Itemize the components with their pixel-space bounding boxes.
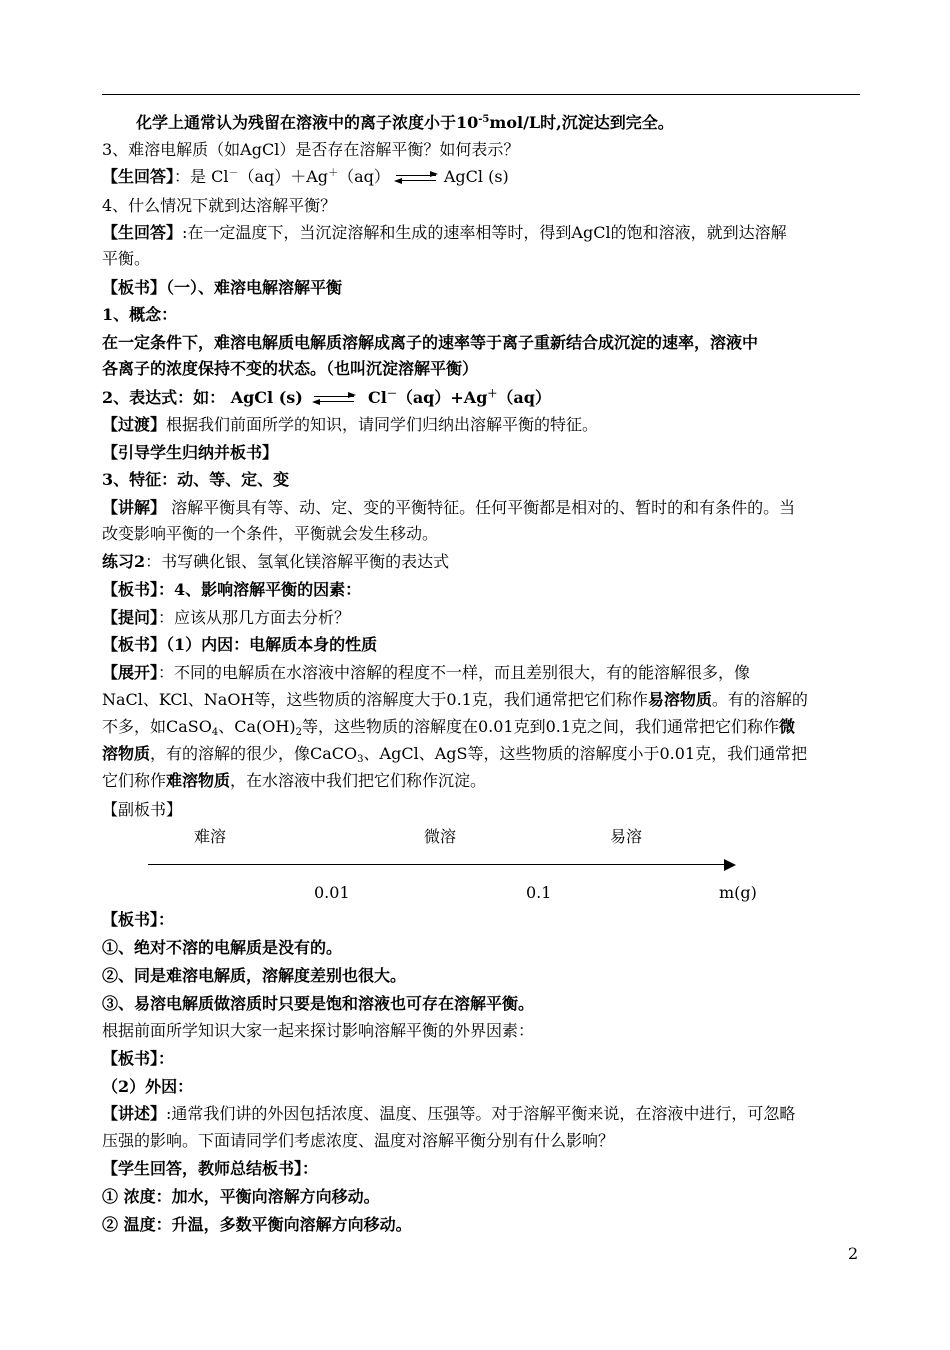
point-1: ①、绝对不溶的电解质是没有的。 (102, 938, 343, 957)
guide-heading: 【引导学生归纳并板书】 (102, 443, 279, 462)
scale-tick-01: 0.1 (526, 883, 552, 902)
header-rule (102, 94, 860, 95)
scale-unit: m(g) (719, 883, 757, 902)
scale-label-slightly-soluble: 微溶 (424, 827, 457, 846)
sub-board-heading: 【副板书】 (102, 800, 183, 819)
board-heading-3: 【板书】： (102, 1049, 175, 1068)
page-number: 2 (848, 1244, 859, 1263)
internal-factor-heading: 【板书】（1）内因：电解质本身的性质 (102, 635, 378, 654)
answer-4: 【生回答】:在一定温度下，当沉淀溶解和生成的速率相等时，得到AgCl的饱和溶液，就到达溶解 (102, 223, 787, 242)
arrow-right-icon (724, 859, 736, 871)
factors-heading: 【板书】：4、影响溶解平衡的因素： (102, 580, 362, 599)
concept-text-2: 各离子的浓度保持不变的状态。（也叫沉淀溶解平衡） (102, 359, 479, 378)
external-factor-heading: （2）外因： (102, 1077, 194, 1096)
expand-4: 溶物质，有的溶解的很少，像CaCO$_3$、AgCl、AgS等，这些物质的溶解度小于0.01克，我们通常把 (102, 744, 808, 765)
concept-text-1: 在一定条件下，难溶电解质电解质溶解成离子的速率等于离子重新结合成沉淀的速率，溶液中 (102, 333, 759, 352)
equilibrium-arrows-icon (396, 172, 438, 184)
exercise-2: 练习2：书写碘化银、氢氧化镁溶解平衡的表达式 (102, 552, 450, 571)
factor-temperature: ② 温度：升温，多数平衡向溶解方向移动。 (102, 1215, 412, 1234)
concept-heading: 1、概念： (102, 305, 178, 324)
expand-2: NaCl、KCl、NaOH等，这些物质的溶解度大于0.1克，我们通常把它们称作易溶物质。有的溶解的 (102, 690, 808, 709)
question-factors: 【提问】：应该从那几方面去分析？ (102, 608, 351, 627)
equilibrium-arrows-icon (314, 393, 356, 405)
expand-5: 它们称作难溶物质，在水溶液中我们把它们称作沉淀。 (102, 771, 487, 790)
explanation-2: 改变影响平衡的一个条件，平衡就会发生移动。 (102, 524, 439, 543)
scale-axis-line (148, 864, 728, 865)
scale-tick-001: 0.01 (314, 883, 350, 902)
summary-heading: 【学生回答，教师总结板书】： (102, 1159, 319, 1178)
answer-3: 【生回答】：是 Cl－（aq）＋Ag＋（aq） AgCl (s) (102, 167, 509, 186)
answer-4-cont: 平衡。 (102, 249, 151, 268)
narration-1: 【讲述】:通常我们讲的外因包括浓度、温度、压强等。对于溶解平衡来说，在溶液中进行，可忽略 (102, 1104, 796, 1123)
question-4: 4、什么情况下就到达溶解平衡？ (102, 196, 337, 215)
external-factors-intro: 根据前面所学知识大家一起来探讨影响溶解平衡的外界因素： (102, 1021, 535, 1040)
features-heading: 3、特征：动、等、定、变 (102, 470, 290, 489)
transition: 【过渡】根据我们前面所学的知识，请同学们归纳出溶解平衡的特征。 (102, 415, 599, 434)
board-heading-2: 【板书】： (102, 910, 175, 929)
point-3: ③、易溶电解质做溶质时只要是饱和溶液也可存在溶解平衡。 (102, 994, 535, 1013)
factor-concentration: ① 浓度：加水，平衡向溶解方向移动。 (102, 1187, 380, 1206)
expand-3: 不多，如CaSO$_4$、$Ca(OH)_2$等，这些物质的溶解度在0.01克到0.1克之间，我们通常把它们称作微 (102, 717, 796, 738)
explanation-1: 【讲解】 溶解平衡具有等、动、定、变的平衡特征。任何平衡都是相对的、暂时的和有条件的。当 (102, 498, 796, 517)
expand-1: 【展开】：不同的电解质在水溶液中溶解的程度不一样，而且差别很大，有的能溶解很多，像 (102, 663, 751, 682)
expression-line: 2、表达式：如： AgCl (s) Cl－（aq）+Ag＋（aq） (102, 388, 551, 407)
scale-label-insoluble: 难溶 (194, 827, 227, 846)
completion-note: 化学上通常认为残留在溶液中的离子浓度小于$10^{-5}mol/L$时,沉淀达到完全。 (136, 113, 674, 132)
scale-label-soluble: 易溶 (610, 827, 643, 846)
question-3: 3、难溶电解质（如AgCl）是否存在溶解平衡？如何表示？ (102, 140, 520, 159)
board-heading-1: 【板书】（一）、难溶电解溶解平衡 (102, 278, 343, 297)
narration-2: 压强的影响。下面请同学们考虑浓度、温度对溶解平衡分别有什么影响？ (102, 1131, 615, 1150)
point-2: ②、同是难溶电解质，溶解度差别也很大。 (102, 966, 407, 985)
